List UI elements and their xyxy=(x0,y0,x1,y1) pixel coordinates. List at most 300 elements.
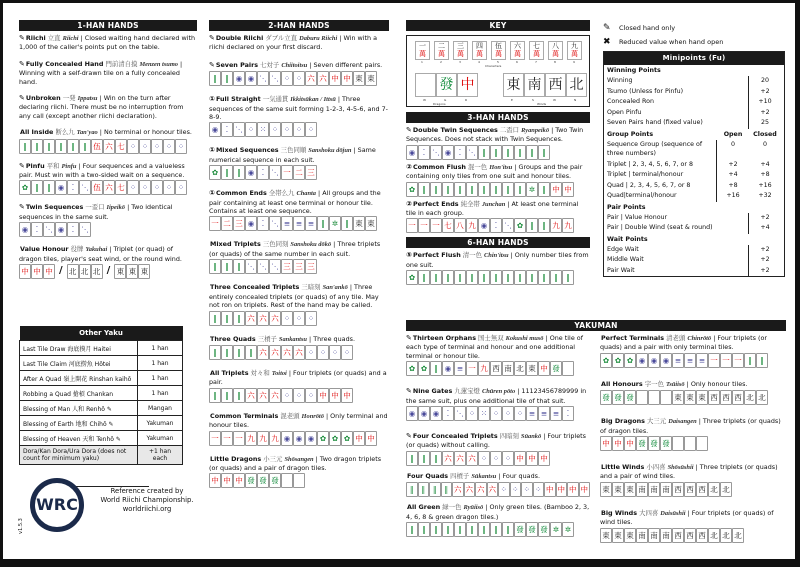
hand-kanji: 四槓子 xyxy=(450,471,470,480)
hand-romaji: Chin'itsu xyxy=(484,252,509,260)
hand-romaji: Yakuhai xyxy=(85,246,108,254)
mahjong-tile: ⁘ xyxy=(175,139,187,154)
mahjong-tile: ‖ xyxy=(526,218,538,233)
mahjong-tile: 八 xyxy=(454,218,466,233)
mahjong-tile: ✲ xyxy=(562,522,574,537)
mahjong-tile: ‖ xyxy=(502,270,514,285)
wait-points-heading: Wait Points xyxy=(607,235,648,243)
mahjong-tile: ‖ xyxy=(221,165,233,180)
hand-kanji: 三槓子 xyxy=(257,334,277,343)
key-character-tile: 九 萬 xyxy=(567,41,582,60)
key-dragon-tile: 發 xyxy=(436,73,457,97)
wait-point-row: Pair Wait +2 xyxy=(604,266,784,277)
tile-row xyxy=(406,145,590,160)
credit-line-2: World Riichi Championship. xyxy=(100,496,194,504)
mahjong-tile: 一 xyxy=(406,218,418,233)
hand-name: Big Winds xyxy=(601,508,638,517)
mahjong-tile: ⋱ xyxy=(79,222,91,237)
mahjong-tile: 西 xyxy=(490,361,502,376)
mahjong-tile: ◉ xyxy=(19,222,31,237)
mahjong-tile: ✿ xyxy=(317,431,329,446)
hand-description: | Two Twin Sequences. Does not stack with Twin Sequences. xyxy=(406,126,584,144)
credit-link[interactable]: worldriichi.org xyxy=(122,505,172,513)
mahjong-tile: 三 xyxy=(233,216,245,231)
mahjong-tile: 六 xyxy=(103,139,115,154)
hand-entry xyxy=(19,128,197,153)
tile-row xyxy=(19,264,197,279)
key-number-label: 3 xyxy=(459,60,461,64)
tile-row xyxy=(406,522,590,537)
minipoint-row: Tsumo (Unless for Pinfu) +2 xyxy=(604,87,784,98)
section-header-3han: 3-HAN HANDS xyxy=(406,112,590,123)
hand-kanji: 清一色 xyxy=(462,251,482,260)
tile-row xyxy=(19,139,197,154)
mahjong-tile: ‖ xyxy=(418,522,430,537)
hand-kanji: 全帯么九 xyxy=(268,189,295,198)
mahjong-tile: ‖ xyxy=(502,522,514,537)
mahjong-tile: 六 xyxy=(454,451,466,466)
mahjong-tile: 六 xyxy=(442,451,454,466)
mahjong-tile: ◉ xyxy=(305,431,317,446)
mahjong-tile: ⋱ xyxy=(245,259,257,274)
mahjong-tile: ‖ xyxy=(341,216,353,231)
mahjong-tile: ⋱ xyxy=(466,145,478,160)
key-character-tile: 三 萬 xyxy=(453,41,468,60)
mahjong-tile: ⁚ xyxy=(257,216,269,231)
mahjong-tile: 西 xyxy=(672,528,684,543)
hand-description: | At least one terminal tile in each group. xyxy=(406,199,579,218)
mahjong-tile: 東 xyxy=(126,264,138,279)
mahjong-tile: 六 xyxy=(269,311,281,326)
mahjong-tile: 南 xyxy=(648,528,660,543)
hand-romaji: Junchan xyxy=(481,200,506,208)
hand-description: | Only number tiles from one suit. xyxy=(406,251,589,269)
tile-row xyxy=(406,218,590,233)
hand-romaji: Chinrōtō xyxy=(687,335,712,342)
wrc-logo: WRC xyxy=(30,478,84,532)
mahjong-tile: ◉ xyxy=(406,406,418,421)
mahjong-tile: ⁘ xyxy=(514,406,526,421)
tile-row xyxy=(600,390,786,405)
key-number-label: 2 xyxy=(440,60,442,64)
yakuman-left xyxy=(406,331,590,540)
mahjong-tile: 七 xyxy=(115,139,127,154)
mahjong-tile: 中 xyxy=(526,451,538,466)
mahjong-tile: 西 xyxy=(720,390,732,405)
section-header-key: KEY xyxy=(406,20,590,31)
hand-name: Double Twin Sequences xyxy=(412,126,498,134)
yaku-value: 1 han xyxy=(138,356,183,371)
hand-name: Pinfu xyxy=(25,161,45,170)
tile-row xyxy=(209,473,389,488)
hand-description: | One tile of each type of terminal and honour and one additional terminal or honour tile. xyxy=(406,334,583,360)
hand-description: | Four quads. xyxy=(498,471,540,480)
tile-row xyxy=(209,216,389,231)
mahjong-tile: ≡ xyxy=(526,406,538,421)
mahjong-tile: 六 xyxy=(317,71,329,86)
mahjong-tile: ⁘ xyxy=(305,311,317,326)
hand-marker-icon: ✎ xyxy=(406,126,412,134)
mahjong-tile: 北 xyxy=(720,528,732,543)
hand-entry xyxy=(406,432,590,466)
hand-description: | Four triplets (or quads) and a pair with only terminal tiles. xyxy=(600,334,768,352)
mahjong-tile: ✿ xyxy=(600,353,612,368)
mahjong-tile: 東 xyxy=(612,528,624,543)
mahjong-tile: ‖ xyxy=(442,270,454,285)
mahjong-tile: 東 xyxy=(624,482,636,497)
mahjong-tile: 一 xyxy=(466,361,478,376)
mahjong-tile: 六 xyxy=(305,71,317,86)
mahjong-tile: ‖ xyxy=(538,218,550,233)
hand-description: | Three entirely concealed triplets (or quads) of any tile. May not ron on triplets. Rest of the hand may be called. xyxy=(209,283,379,310)
mahjong-tile: ‖ xyxy=(79,139,91,154)
hand-description: | Three quads. xyxy=(309,334,355,343)
key-character-tile: 一 萬 xyxy=(415,41,430,60)
mahjong-tile: ‖ xyxy=(526,270,538,285)
mahjong-tile: ⁘ xyxy=(329,345,341,360)
hand-kanji: 三色同刻 xyxy=(262,240,289,249)
hand-name: Seven Pairs xyxy=(215,60,259,69)
mahjong-tile: ‖ xyxy=(538,182,550,197)
hand-kanji: 小四喜 xyxy=(646,463,666,472)
key-character-tile: 八 萬 xyxy=(548,41,563,60)
mahjong-tile: ⁚ xyxy=(67,222,79,237)
mahjong-tile: 中 xyxy=(353,431,365,446)
legend-closed xyxy=(603,23,785,33)
hand-marker-icon: ✎ xyxy=(19,203,25,212)
hand-entry xyxy=(406,387,590,421)
hand-name: Four Quads xyxy=(407,471,449,480)
yaku-value: 1 han xyxy=(138,386,183,401)
mahjong-tile: 南 xyxy=(660,482,672,497)
mahjong-tile: ‖ xyxy=(526,145,538,160)
mahjong-tile: 六 xyxy=(281,345,293,360)
hand-name: Riichi xyxy=(25,34,46,42)
mahjong-tile: ⁘ xyxy=(293,122,305,137)
other-yaku-title: Other Yaku xyxy=(20,326,183,341)
mahjong-tile: 中 xyxy=(341,71,353,86)
hand-marker-icon: ✎ xyxy=(19,59,25,68)
mahjong-tile: ✿ xyxy=(209,165,221,180)
hand-entry xyxy=(209,189,389,231)
hand-entry xyxy=(406,251,590,285)
mahjong-tile: ⋱ xyxy=(269,216,281,231)
hand-kanji: 立直 xyxy=(47,34,61,42)
mahjong-tile: 中 xyxy=(600,436,612,451)
hand-romaji: Sūkantsu xyxy=(471,472,497,480)
group-point-row: Quad | 2, 3, 4, 5, 6, 7, or 8 +8 +16 xyxy=(604,181,784,192)
mahjong-tile xyxy=(281,473,293,488)
hand-romaji: Kokushi musō xyxy=(505,335,544,342)
hand-kanji: 役牌 xyxy=(70,245,84,254)
mahjong-tile: 北 xyxy=(720,482,732,497)
mahjong-tile: 九 xyxy=(245,431,257,446)
mahjong-tile: ◉ xyxy=(55,222,67,237)
minipoints-title: Minipoints (Fu) xyxy=(604,52,784,65)
mahjong-tile: 發 xyxy=(612,390,624,405)
tile-key xyxy=(406,35,590,107)
mahjong-tile: 一 xyxy=(209,216,221,231)
hand-entry xyxy=(600,334,786,368)
mahjong-tile: ⁚ xyxy=(490,218,502,233)
hand-description: | Winning with a self-drawn tile on a fully concealed hand. xyxy=(19,59,183,86)
mahjong-tile: 三 xyxy=(305,259,317,274)
mahjong-tile: ◉ xyxy=(245,216,257,231)
mahjong-tile: ‖ xyxy=(514,182,526,197)
mahjong-tile: ‖ xyxy=(490,270,502,285)
hand-description: | Four triplets (or quads) without calling. xyxy=(406,432,586,450)
hand-name: Mixed Sequences xyxy=(215,146,279,155)
tile-row xyxy=(600,528,786,543)
hand-name: Twin Sequences xyxy=(25,203,84,212)
separator: / xyxy=(59,265,63,277)
other-yaku-row xyxy=(20,416,183,431)
mahjong-tile: ⁘ xyxy=(305,345,317,360)
mahjong-tile: 西 xyxy=(684,482,696,497)
mahjong-tile: ‖ xyxy=(221,259,233,274)
mahjong-tile: ‖ xyxy=(442,522,454,537)
mahjong-tile: 九 xyxy=(550,218,562,233)
yaku-name: Dora/Kan Dora/Ura Dora (does not count for minimum yaku) xyxy=(20,446,138,465)
mahjong-tile: ‖ xyxy=(209,345,221,360)
hand-entry xyxy=(209,146,389,180)
section-header-6han: 6-HAN HANDS xyxy=(406,237,590,248)
mahjong-tile: 三 xyxy=(293,259,305,274)
other-yaku-row xyxy=(20,446,183,465)
tile-row xyxy=(406,406,590,421)
hand-marker-icon: ✎ xyxy=(406,387,412,396)
mahjong-tile: 六 xyxy=(466,451,478,466)
mahjong-tile: 九 xyxy=(269,431,281,446)
mahjong-tile: 中 xyxy=(550,182,562,197)
hand-entry xyxy=(406,503,590,537)
hand-kanji: 三色同順 xyxy=(280,146,307,155)
hand-entry xyxy=(209,455,389,489)
mahjong-tile: 東 xyxy=(365,216,377,231)
hand-entry xyxy=(209,240,389,274)
hand-description: | Three sequences of the same suit forming 1-2-3, 4-5-6, and 7-8-9. xyxy=(209,95,388,122)
mahjong-tile: ⋱ xyxy=(43,222,55,237)
mahjong-tile: 發 xyxy=(257,473,269,488)
key-dragon-label: R xyxy=(465,98,468,102)
hand-entry xyxy=(600,463,786,497)
mahjong-tile: 東 xyxy=(672,390,684,405)
hand-name: Little Dragons xyxy=(210,454,262,463)
group-point-row: Triplet | terminal/honour +4 +8 xyxy=(604,170,784,181)
hand-kanji: 一発 xyxy=(62,94,76,103)
mahjong-tile: 發 xyxy=(538,522,550,537)
hand-name: All Honours xyxy=(601,379,643,388)
mahjong-tile: ⁘ xyxy=(293,388,305,403)
wait-point-row: Middle Wait +2 xyxy=(604,255,784,266)
minipoint-row: Concealed Ron +10 xyxy=(604,97,784,108)
hand-entry xyxy=(19,245,197,279)
hand-romaji: Toitoi xyxy=(271,369,287,377)
mahjong-tile: 一 xyxy=(732,353,744,368)
hand-entry xyxy=(600,380,786,405)
hand-description: | No terminal or honour tiles. xyxy=(99,128,192,137)
hand-kanji: 一盃口 xyxy=(85,203,105,212)
mahjong-tile: ≡ xyxy=(305,216,317,231)
mahjong-tile: ⁘ xyxy=(127,139,139,154)
yaku-name: Blessing of Man 人和 Renhō ✎ xyxy=(20,401,138,416)
pair-point-row: Pair | Double Wind (seat & round) +4 xyxy=(604,223,784,234)
credit-line-1: Reference created by xyxy=(110,487,184,495)
mahjong-tile: 六 xyxy=(464,482,476,497)
mahjong-tile: ‖ xyxy=(43,139,55,154)
mahjong-tile: ‖ xyxy=(221,71,233,86)
mahjong-tile: ‖ xyxy=(429,482,441,497)
key-wind-label: E xyxy=(511,98,513,102)
mahjong-tile: 中 xyxy=(341,388,353,403)
mahjong-tile: 北 xyxy=(67,264,79,279)
hand-description: | Only honour tiles. xyxy=(686,379,748,388)
mahjong-tile: 發 xyxy=(550,361,562,376)
mahjong-tile xyxy=(562,361,574,376)
key-number-label: 8 xyxy=(554,60,556,64)
hand-entry xyxy=(19,203,197,237)
hand-name: Perfect Ends xyxy=(412,199,459,208)
hand-romaji: Ippatsu xyxy=(77,95,98,103)
hand-name: Full Straight xyxy=(215,95,261,104)
column-minipoints xyxy=(603,23,785,277)
mahjong-tile: ≡ xyxy=(696,353,708,368)
hand-marker-icon: ② xyxy=(406,162,412,171)
mahjong-tile: ≡ xyxy=(454,361,466,376)
mahjong-tile: 中 xyxy=(624,436,636,451)
mahjong-tile: 六 xyxy=(475,482,487,497)
mahjong-tile: ‖ xyxy=(466,522,478,537)
hand-name: All Green xyxy=(407,503,441,512)
hand-description: | Three triplets (or quads) of dragon tiles. xyxy=(600,417,781,435)
hand-entry xyxy=(406,334,590,376)
mahjong-tile: ‖ xyxy=(233,311,245,326)
mahjong-tile: 西 xyxy=(696,528,708,543)
pair-points-heading: Pair Points xyxy=(607,203,646,211)
mahjong-tile: ‖ xyxy=(442,182,454,197)
mahjong-tile: ✿ xyxy=(624,353,636,368)
yaku-name: Blessing of Heaven 天和 Tenhō ✎ xyxy=(20,431,138,446)
hand-entry xyxy=(406,472,590,497)
hand-kanji: 大四喜 xyxy=(639,508,659,517)
hand-romaji: Daburu Riichi xyxy=(299,35,338,42)
mahjong-tile: ⁘ xyxy=(502,451,514,466)
mahjong-tile: 中 xyxy=(365,431,377,446)
mahjong-tile: 中 xyxy=(221,473,233,488)
yaku-name: Blessing of Earth 地和 Chihō ✎ xyxy=(20,416,138,431)
hand-description: | Two dragon triplets (or quads) and a pair of dragon tiles. xyxy=(209,454,382,472)
hand-kanji: 七対子 xyxy=(260,60,280,69)
mahjong-tile: ‖ xyxy=(418,482,430,497)
mahjong-tile: ‖ xyxy=(406,522,418,537)
mahjong-tile: 九 xyxy=(257,431,269,446)
tile-row xyxy=(209,388,389,403)
mahjong-tile: 六 xyxy=(103,180,115,195)
mahjong-tile: ‖ xyxy=(466,270,478,285)
hand-romaji: Sankantsu xyxy=(278,335,307,343)
tile-row xyxy=(600,482,786,497)
hand-romaji: Honrōtō xyxy=(301,412,324,420)
yaku-value: Mangan xyxy=(138,401,183,416)
hand-marker-icon: ① xyxy=(209,146,215,155)
hand-kanji: 断么九 xyxy=(55,128,75,137)
mahjong-tile: ‖ xyxy=(478,145,490,160)
hand-description: | Win on the turn after declaring riichi. There must be no interruption from any call (except another riichi declaration). xyxy=(19,94,184,120)
mahjong-tile: ⁘ xyxy=(163,139,175,154)
hand-description: | Two identical sequences in the same suit. xyxy=(19,203,173,221)
hand-kanji: 純全帯 xyxy=(460,199,480,208)
credit-text xyxy=(87,487,207,514)
hand-description: | Four triplets (or quads) and a pair. xyxy=(209,368,387,387)
mahjong-tile: ✲ xyxy=(329,216,341,231)
hand-description: | Same numerical sequence in each suit. xyxy=(209,146,376,164)
mahjong-tile: 東 xyxy=(526,361,538,376)
hand-romaji: Menzen tsumo xyxy=(139,60,178,68)
mahjong-tile: ◉ xyxy=(406,145,418,160)
mahjong-tile: ‖ xyxy=(478,182,490,197)
key-character-tile: 四 萬 xyxy=(472,41,487,60)
mahjong-tile: ‖ xyxy=(221,311,233,326)
tile-row xyxy=(406,182,590,197)
section-header-1han: 1-HAN HANDS xyxy=(19,20,197,31)
hand-entry xyxy=(19,162,197,196)
hand-romaji: Chanta xyxy=(296,190,316,198)
key-character-tile: 六 萬 xyxy=(510,41,525,60)
mahjong-tile: 發 xyxy=(600,390,612,405)
key-wind-label: S xyxy=(532,98,534,102)
yaku-value: 1 han xyxy=(138,341,183,356)
mahjong-tile: 發 xyxy=(245,473,257,488)
mahjong-tile: 中 xyxy=(209,473,221,488)
hand-romaji: Tan'yao xyxy=(76,129,98,137)
other-yaku-row xyxy=(20,386,183,401)
mahjong-tile: ‖ xyxy=(454,182,466,197)
tile-row xyxy=(209,259,389,274)
key-dragons-label: Dragons xyxy=(433,102,446,106)
yaku-value: +1 han each xyxy=(138,446,183,465)
mahjong-tile: ⋱ xyxy=(430,145,442,160)
yaku-name: Robbing a Quad 搶槓 Chankan xyxy=(20,386,138,401)
mahjong-tile: ⁚ xyxy=(418,145,430,160)
mahjong-tile: ‖ xyxy=(430,270,442,285)
mahjong-tile: 發 xyxy=(648,436,660,451)
hand-kanji: 四暗刻 xyxy=(499,432,519,441)
key-number-label: 6 xyxy=(516,60,518,64)
mahjong-tile: ‖ xyxy=(514,270,526,285)
mahjong-tile xyxy=(293,473,305,488)
hand-romaji: Ryūiisō xyxy=(463,504,484,512)
mahjong-tile: ‖ xyxy=(744,353,756,368)
mahjong-tile: ⁘ xyxy=(151,180,163,195)
mahjong-tile xyxy=(684,436,696,451)
mahjong-tile: ‖ xyxy=(233,259,245,274)
key-number-label: 4 xyxy=(478,60,480,64)
mahjong-tile: 發 xyxy=(514,522,526,537)
tile-row xyxy=(600,436,786,451)
separator: / xyxy=(106,265,111,277)
yakuman-right xyxy=(600,331,786,552)
mahjong-tile: ‖ xyxy=(418,451,430,466)
mahjong-tile: 發 xyxy=(624,390,636,405)
mahjong-tile: 中 xyxy=(19,264,31,279)
minipoint-row: Winning 20 xyxy=(604,76,784,87)
hand-romaji: Chūren pōto xyxy=(481,388,516,396)
tile-row xyxy=(19,222,197,237)
hand-entry xyxy=(209,283,389,325)
mahjong-tile: 西 xyxy=(732,390,744,405)
mahjong-tile: 六 xyxy=(452,482,464,497)
hand-romaji: Tsūiisō xyxy=(666,380,685,388)
